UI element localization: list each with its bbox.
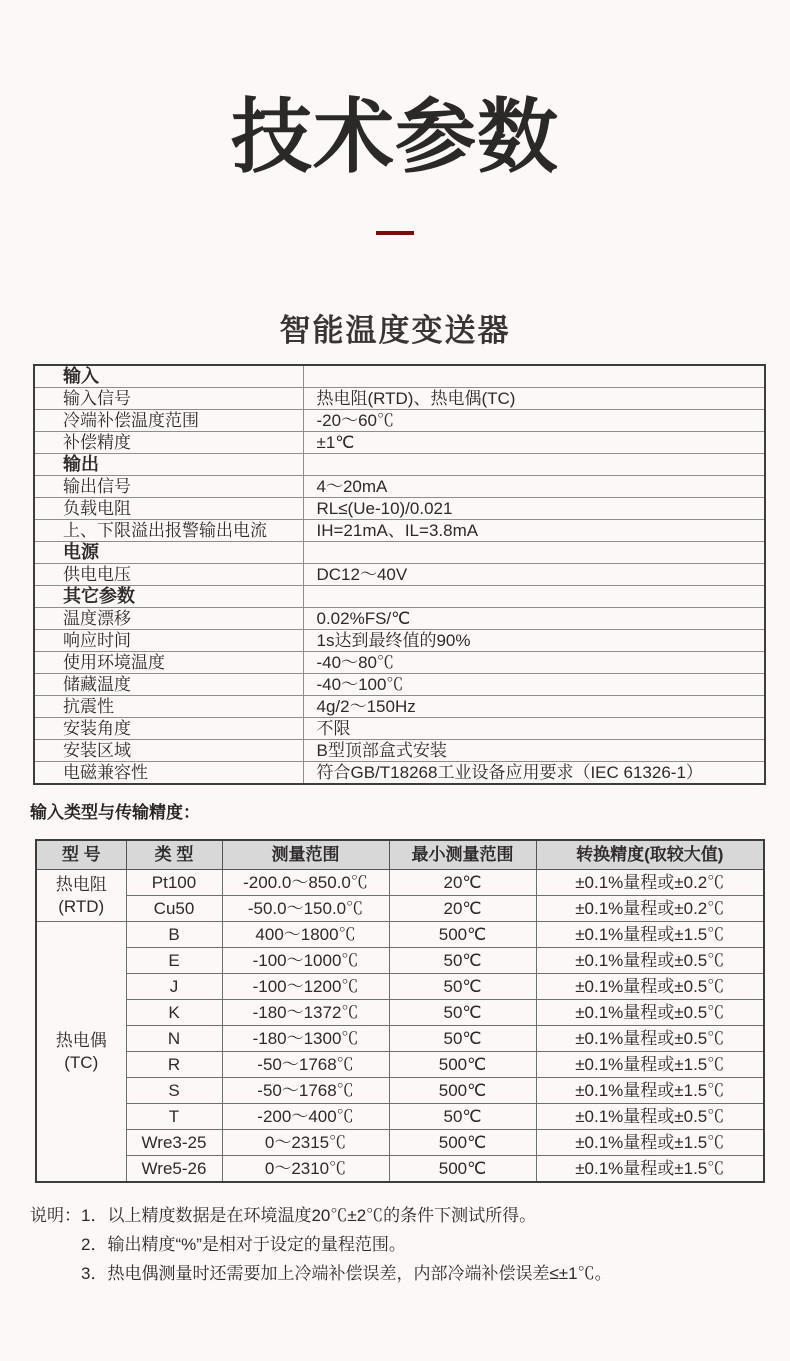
- spec-row: [34, 410, 765, 432]
- accuracy-cell: 50℃: [389, 948, 536, 974]
- accuracy-cell: ±0.1%量程或±1.5℃: [536, 922, 764, 948]
- notes: [30, 1201, 790, 1288]
- spec-value: [303, 365, 765, 388]
- spec-value: 0.02%FS/℃: [303, 608, 765, 630]
- spec-label: 电源: [34, 542, 303, 564]
- spec-value: -20～60℃: [303, 410, 765, 432]
- spec-label: 上、下限溢出报警输出电流: [34, 520, 303, 542]
- accuracy-cell: Cu50: [126, 896, 222, 922]
- accuracy-cell: 50℃: [389, 1000, 536, 1026]
- spec-value: -40～100℃: [303, 674, 765, 696]
- accuracy-row: [36, 1104, 764, 1130]
- accuracy-cell: ±0.1%量程或±0.5℃: [536, 1104, 764, 1130]
- note-item: 2．输出精度“%”是相对于设定的量程范围。: [81, 1235, 406, 1255]
- spec-label: 输入信号: [34, 388, 303, 410]
- spec-value: [303, 542, 765, 564]
- page-title: 技术参数: [230, 93, 559, 183]
- accent-dash: [376, 231, 414, 235]
- spec-row: [34, 630, 765, 652]
- accuracy-cell: -100～1000℃: [222, 948, 389, 974]
- accuracy-cell: 500℃: [389, 1078, 536, 1104]
- spec-row: [34, 564, 765, 586]
- spec-label: 供电电压: [34, 564, 303, 586]
- accuracy-cell: 50℃: [389, 1026, 536, 1052]
- spec-section-row: [34, 586, 765, 608]
- accuracy-row: [36, 1000, 764, 1026]
- accuracy-row: [36, 1026, 764, 1052]
- accuracy-cell: 20℃: [389, 896, 536, 922]
- note-item: 3．热电偶测量时还需要加上冷端补偿误差，内部冷端补偿误差≤±1℃。: [81, 1264, 612, 1284]
- notes-items: [81, 1201, 612, 1288]
- spec-value: -40～80℃: [303, 652, 765, 674]
- spec-label: 安装区域: [34, 740, 303, 762]
- spec-label: 响应时间: [34, 630, 303, 652]
- spec-label: 使用环境温度: [34, 652, 303, 674]
- spec-value: ±1℃: [303, 432, 765, 454]
- accuracy-row: [36, 1130, 764, 1156]
- spec-value: B型顶部盒式安装: [303, 740, 765, 762]
- accuracy-cell: K: [126, 1000, 222, 1026]
- spec-label: 安装角度: [34, 718, 303, 740]
- accuracy-cell: N: [126, 1026, 222, 1052]
- spec-row: [34, 718, 765, 740]
- accuracy-cell: 500℃: [389, 922, 536, 948]
- spec-row: [34, 652, 765, 674]
- spec-value: 4g/2～150Hz: [303, 696, 765, 718]
- accuracy-row: [36, 1052, 764, 1078]
- accuracy-cell: 500℃: [389, 1052, 536, 1078]
- accuracy-row: [36, 870, 764, 896]
- spec-label: 负载电阻: [34, 498, 303, 520]
- spec-row: [34, 608, 765, 630]
- accuracy-cell: -200.0～850.0℃: [222, 870, 389, 896]
- spec-row: [34, 674, 765, 696]
- accuracy-row: [36, 974, 764, 1000]
- spec-label: 电磁兼容性: [34, 762, 303, 785]
- accuracy-cell: -50.0～150.0℃: [222, 896, 389, 922]
- accuracy-cell: Pt100: [126, 870, 222, 896]
- accuracy-cell: 400～1800℃: [222, 922, 389, 948]
- spec-label: 其它参数: [34, 586, 303, 608]
- accuracy-cell: 50℃: [389, 1104, 536, 1130]
- accuracy-cell: J: [126, 974, 222, 1000]
- spec-value: IH=21mA、IL=3.8mA: [303, 520, 765, 542]
- accuracy-cell: 0～2315℃: [222, 1130, 389, 1156]
- model-group-cell: 热电偶 (TC): [36, 922, 126, 1183]
- accuracy-cell: ±0.1%量程或±0.5℃: [536, 1000, 764, 1026]
- accuracy-cell: E: [126, 948, 222, 974]
- accuracy-section-label: 输入类型与传输精度：: [30, 803, 200, 823]
- spec-row: [34, 762, 765, 785]
- accuracy-header-row: [36, 840, 764, 870]
- accuracy-cell: ±0.1%量程或±0.2℃: [536, 870, 764, 896]
- accuracy-cell: ±0.1%量程或±1.5℃: [536, 1052, 764, 1078]
- note-item: 1．以上精度数据是在环境温度20℃±2℃的条件下测试所得。: [81, 1206, 537, 1226]
- product-subtitle: 智能温度变送器: [279, 313, 511, 349]
- accuracy-cell: -200～400℃: [222, 1104, 389, 1130]
- spec-value: RL≤(Ue-10)/0.021: [303, 498, 765, 520]
- spec-value: 不限: [303, 718, 765, 740]
- spec-value: [303, 586, 765, 608]
- accuracy-cell: 0～2310℃: [222, 1156, 389, 1183]
- spec-section-row: [34, 542, 765, 564]
- spec-value: 符合GB/T18268工业设备应用要求（IEC 61326-1）: [303, 762, 765, 785]
- spec-row: [34, 476, 765, 498]
- accuracy-row: [36, 922, 764, 948]
- spec-value: 热电阻(RTD)、热电偶(TC): [303, 388, 765, 410]
- spec-label: 温度漂移: [34, 608, 303, 630]
- model-group-cell: 热电阻 (RTD): [36, 870, 126, 922]
- accuracy-cell: ±0.1%量程或±0.2℃: [536, 896, 764, 922]
- spec-sheet-page: [0, 93, 790, 1361]
- accuracy-row: [36, 948, 764, 974]
- spec-row: [34, 740, 765, 762]
- spec-label: 抗震性: [34, 696, 303, 718]
- accuracy-cell: S: [126, 1078, 222, 1104]
- accuracy-cell: -180～1372℃: [222, 1000, 389, 1026]
- accuracy-cell: -50～1768℃: [222, 1078, 389, 1104]
- accuracy-row: [36, 1078, 764, 1104]
- accuracy-cell: Wre5-26: [126, 1156, 222, 1183]
- spec-label: 储藏温度: [34, 674, 303, 696]
- accuracy-col-header: 转换精度(取较大值): [536, 840, 764, 870]
- accuracy-col-header: 型 号: [36, 840, 126, 870]
- spec-row: [34, 432, 765, 454]
- spec-label: 输入: [34, 365, 303, 388]
- accuracy-cell: ±0.1%量程或±1.5℃: [536, 1130, 764, 1156]
- spec-value: 4～20mA: [303, 476, 765, 498]
- spec-row: [34, 388, 765, 410]
- accuracy-cell: 500℃: [389, 1130, 536, 1156]
- accuracy-cell: 500℃: [389, 1156, 536, 1183]
- accuracy-cell: -180～1300℃: [222, 1026, 389, 1052]
- accuracy-table: [35, 839, 765, 1183]
- accuracy-col-header: 测量范围: [222, 840, 389, 870]
- accuracy-col-header: 最小测量范围: [389, 840, 536, 870]
- accuracy-cell: R: [126, 1052, 222, 1078]
- accuracy-col-header: 类 型: [126, 840, 222, 870]
- accuracy-cell: ±0.1%量程或±0.5℃: [536, 948, 764, 974]
- spec-section-row: [34, 454, 765, 476]
- accuracy-cell: T: [126, 1104, 222, 1130]
- spec-value: 1s达到最终值的90%: [303, 630, 765, 652]
- spec-value: DC12～40V: [303, 564, 765, 586]
- spec-label: 补偿精度: [34, 432, 303, 454]
- accuracy-cell: Wre3-25: [126, 1130, 222, 1156]
- accuracy-cell: 20℃: [389, 870, 536, 896]
- accuracy-cell: 50℃: [389, 974, 536, 1000]
- spec-section-row: [34, 365, 765, 388]
- accuracy-cell: ±0.1%量程或±0.5℃: [536, 1026, 764, 1052]
- accuracy-row: [36, 896, 764, 922]
- spec-row: [34, 498, 765, 520]
- accuracy-cell: ±0.1%量程或±1.5℃: [536, 1078, 764, 1104]
- accuracy-cell: -50～1768℃: [222, 1052, 389, 1078]
- spec-table: [33, 364, 766, 785]
- spec-value: [303, 454, 765, 476]
- spec-label: 输出信号: [34, 476, 303, 498]
- notes-label: 说明：: [30, 1206, 81, 1226]
- spec-label: 输出: [34, 454, 303, 476]
- spec-row: [34, 520, 765, 542]
- spec-row: [34, 696, 765, 718]
- accuracy-cell: ±0.1%量程或±1.5℃: [536, 1156, 764, 1183]
- spec-label: 冷端补偿温度范围: [34, 410, 303, 432]
- accuracy-cell: ±0.1%量程或±0.5℃: [536, 974, 764, 1000]
- accuracy-row: [36, 1156, 764, 1183]
- accuracy-cell: B: [126, 922, 222, 948]
- accuracy-cell: -100～1200℃: [222, 974, 389, 1000]
